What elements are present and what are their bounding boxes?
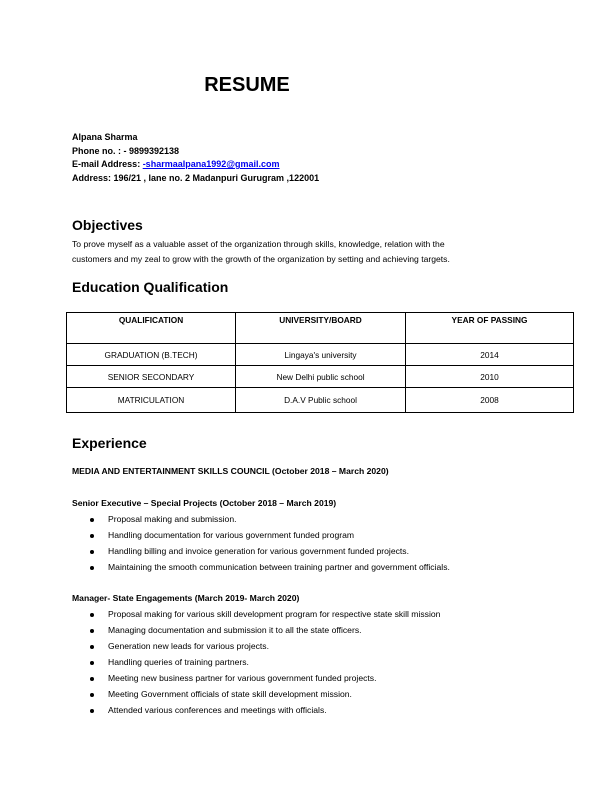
list-item-text: Meeting new business partner for various government funded projects. [108,673,377,683]
list-item [90,514,237,524]
education-table [66,312,574,413]
list-item [90,705,327,715]
list-item-text: Proposal making for various skill development program for respective state skill mission [108,609,441,619]
table-cell: Lingaya's university [236,344,406,366]
list-item [90,530,354,540]
bullet-icon [90,661,94,665]
table-cell: 2014 [406,344,574,366]
list-item [90,546,409,556]
email-label: E-mail Address: [72,159,143,169]
bullet-icon [90,677,94,681]
list-item [90,562,450,572]
column-header: QUALIFICATION [67,313,236,344]
list-item-text: Maintaining the smooth communication between training partner and government officials. [108,562,450,572]
column-header: YEAR OF PASSING [406,313,574,344]
bullet-icon [90,613,94,617]
table-cell: GRADUATION (B.TECH) [67,344,236,366]
list-item [90,689,352,699]
table-cell: New Delhi public school [236,366,406,388]
list-item [90,641,269,651]
table-row [67,366,574,388]
bullet-icon [90,534,94,538]
objective-line: To prove myself as a valuable asset of the organization through skills, knowledge, relation with the [72,239,445,249]
company-name: MEDIA AND ENTERTAINMENT SKILLS COUNCIL (October 2018 – March 2020) [72,466,389,476]
resume-title: RESUME [204,74,290,96]
email-line [72,158,280,170]
table-header-row [67,313,574,344]
objectives-heading: Objectives [72,217,143,233]
table-row [67,344,574,366]
list-item-text: Meeting Government officials of state skill development mission. [108,689,352,699]
email-link[interactable]: -sharmaalpana1992@gmail.com [142,159,280,169]
column-header: UNIVERSITY/BOARD [236,313,406,344]
bullet-icon [90,709,94,713]
objective-line: customers and my zeal to grow with the growth of the organization by setting and achieving targets. [72,254,450,264]
role-title: Senior Executive – Special Projects (October 2018 – March 2019) [72,498,337,508]
list-item [90,673,376,683]
role-title: Manager- State Engagements (March 2019- March 2020) [72,593,300,603]
table-cell: MATRICULATION [67,388,236,413]
bullet-icon [90,518,94,522]
list-item [90,609,440,619]
education-heading: Education Qualification [72,279,229,295]
bullet-icon [90,550,94,554]
list-item-text: Handling billing and invoice generation for various government funded projects. [108,546,409,556]
list-item [90,657,249,667]
list-item [90,625,362,635]
bullet-icon [90,566,94,570]
bullet-icon [90,629,94,633]
experience-heading: Experience [72,435,147,451]
list-item-text: Generation new leads for various projects. [108,641,269,651]
phone-number: Phone no. : - 9899392138 [72,146,180,156]
table-cell: D.A.V Public school [236,388,406,413]
table-cell: SENIOR SECONDARY [67,366,236,388]
table-cell: 2010 [406,366,574,388]
list-item-text: Managing documentation and submission it to all the state officers. [108,625,362,635]
address: Address: 196/21 , lane no. 2 Madanpuri Gurugram ,122001 [72,173,320,183]
list-item-text: Handling documentation for various government funded program [108,530,355,540]
candidate-name: Alpana Sharma [72,132,138,142]
list-item-text: Proposal making and submission. [108,514,237,524]
list-item-text: Attended various conferences and meetings with officials. [108,705,327,715]
table-cell: 2008 [406,388,574,413]
table-row [67,388,574,413]
bullet-icon [90,645,94,649]
bullet-icon [90,693,94,697]
list-item-text: Handling queries of training partners. [108,657,249,667]
